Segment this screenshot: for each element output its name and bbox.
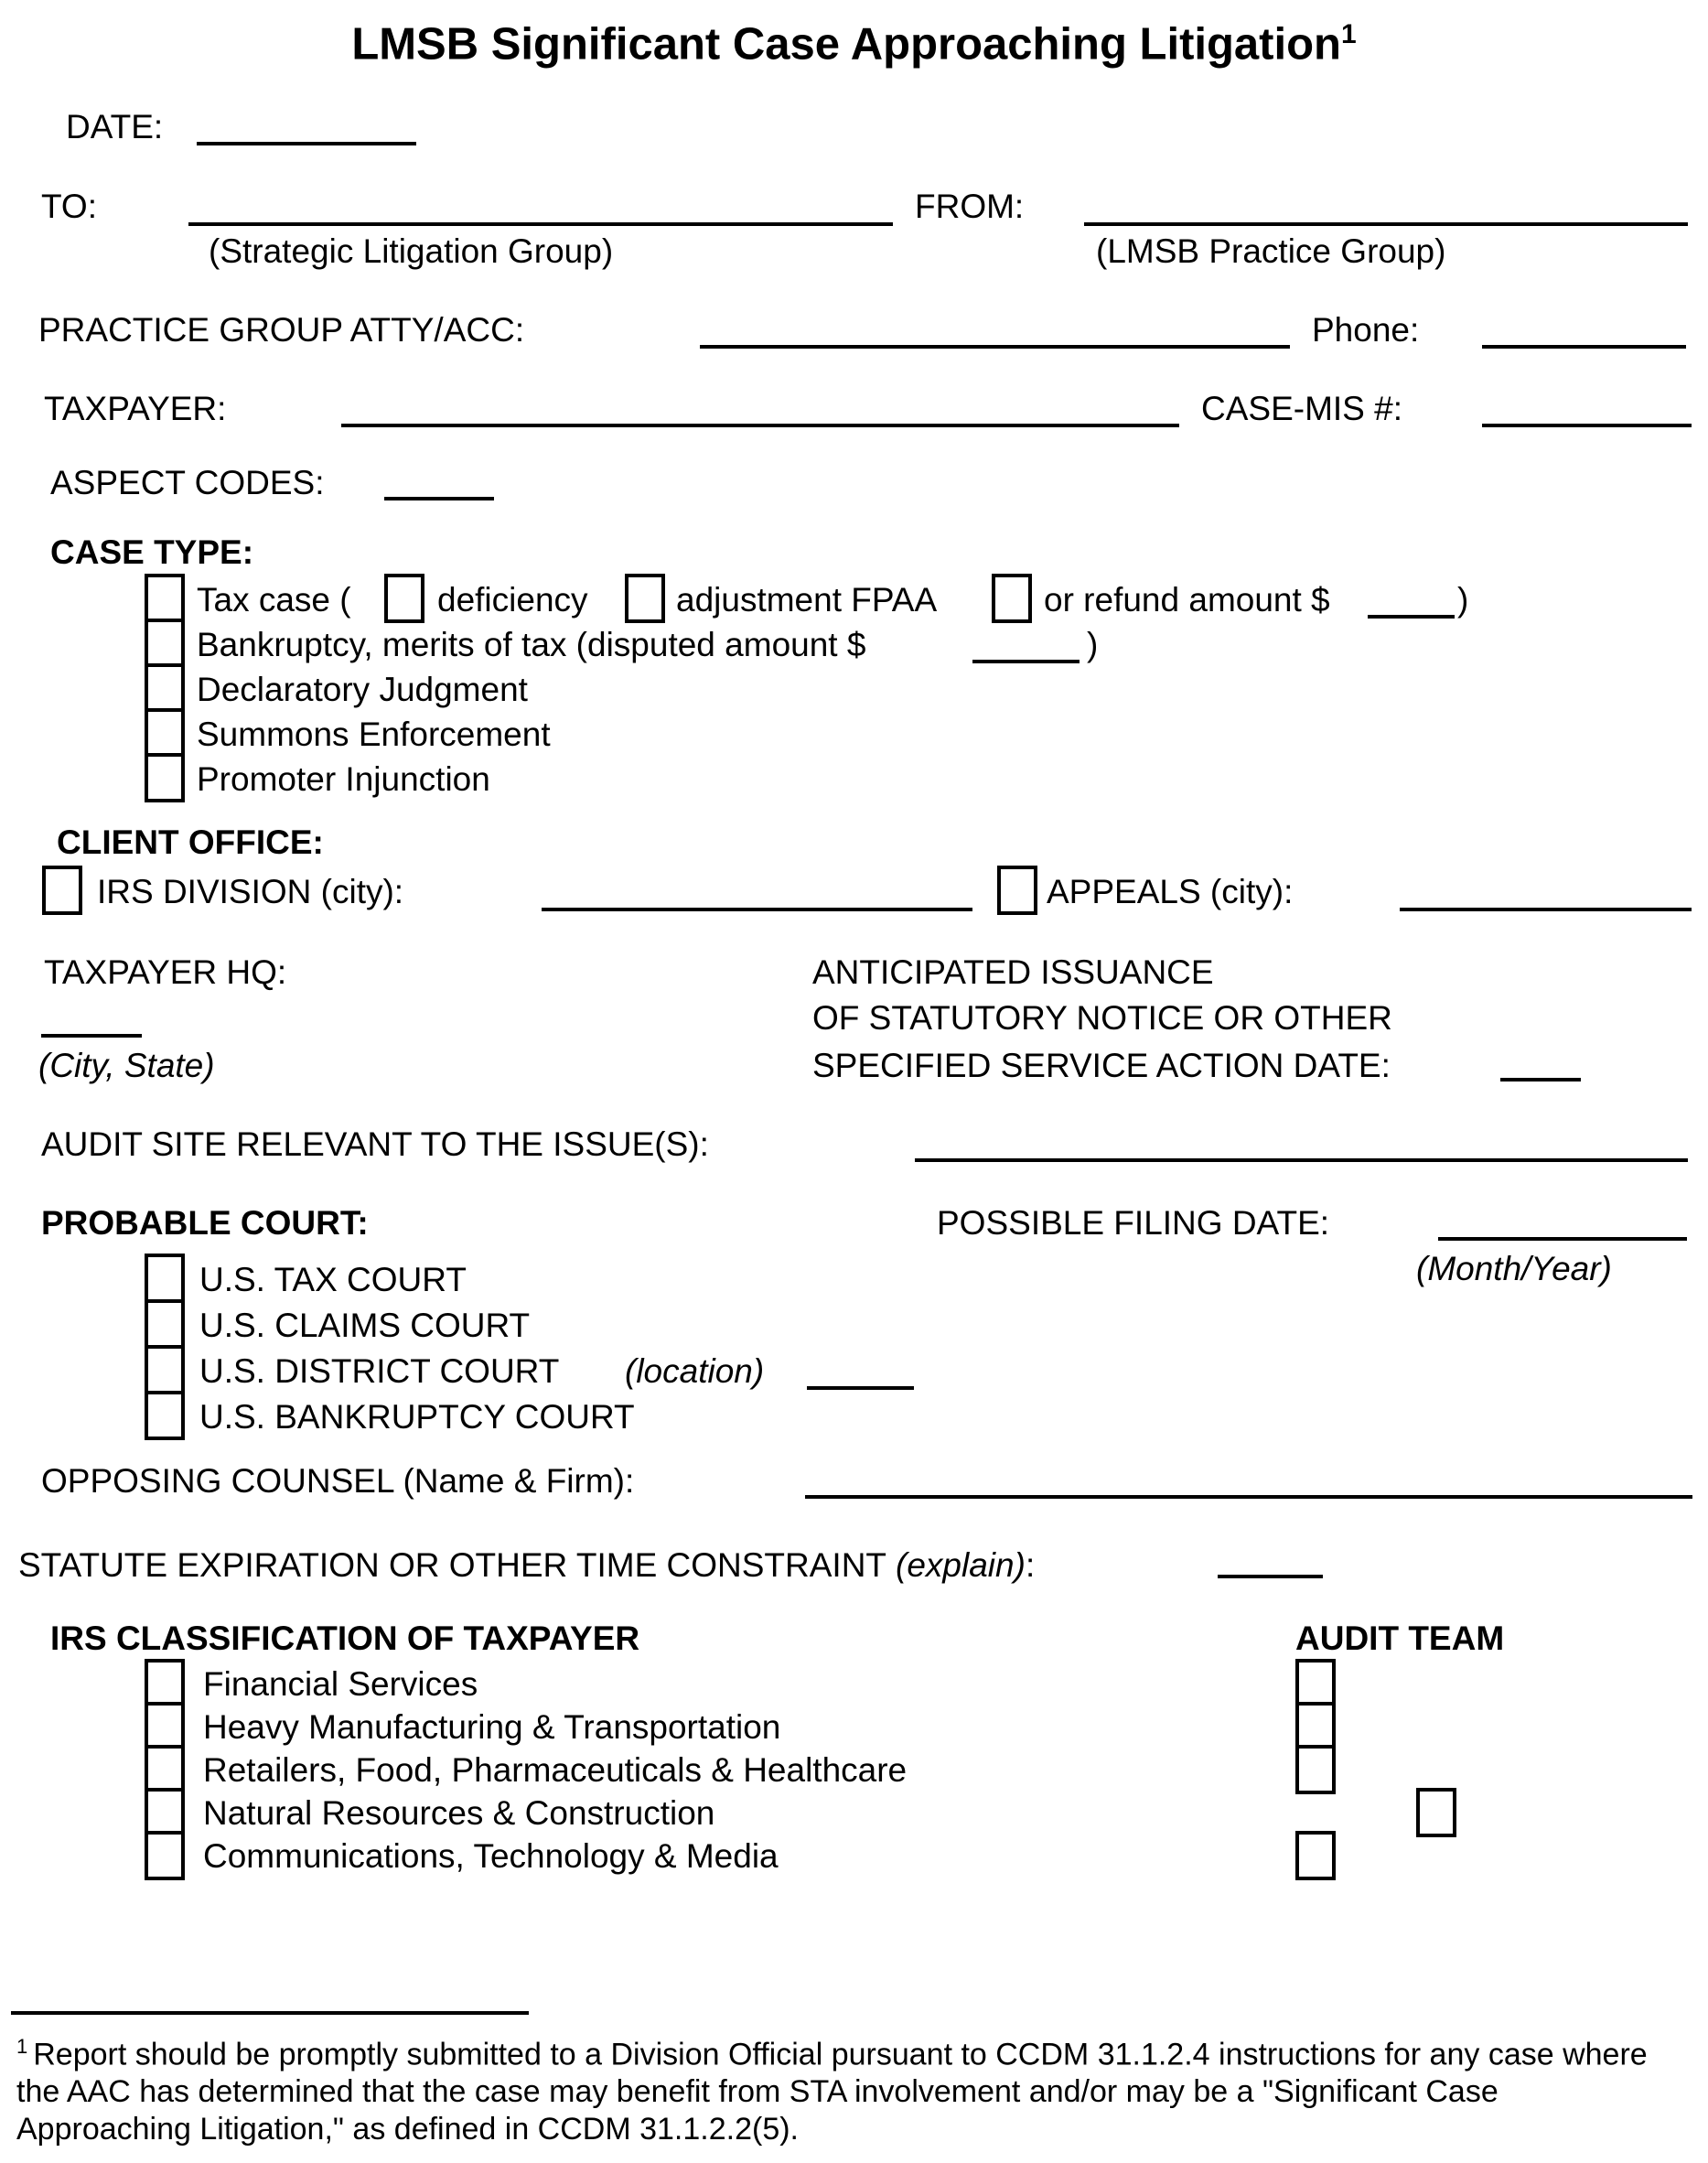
promoter-injunction-checkbox[interactable]: [145, 753, 185, 802]
statute-expiration-text: STATUTE EXPIRATION OR OTHER TIME CONSTRAINT: [18, 1546, 887, 1584]
us-tax-court-checkbox[interactable]: [145, 1254, 185, 1303]
retailers-food-pharma-label: Retailers, Food, Pharmaceuticals & Healthcare: [203, 1751, 908, 1789]
date-input-line[interactable]: [197, 142, 416, 145]
opposing-counsel-input-line[interactable]: [805, 1495, 1692, 1499]
client-office-heading: CLIENT OFFICE:: [57, 823, 324, 861]
audit-team-heavy-manufacturing-checkbox[interactable]: [1295, 1702, 1336, 1751]
declaratory-judgment-checkbox[interactable]: [145, 663, 185, 713]
possible-filing-date-input-line[interactable]: [1438, 1237, 1687, 1241]
appeals-city-input-line[interactable]: [1400, 908, 1692, 911]
irs-division-checkbox[interactable]: [42, 866, 82, 915]
us-bankruptcy-court-label: U.S. BANKRUPTCY COURT: [199, 1398, 635, 1436]
appeals-checkbox[interactable]: [997, 866, 1037, 915]
summons-enforcement-label: Summons Enforcement: [197, 716, 551, 753]
tax-case-label: Tax case (: [197, 581, 351, 619]
deficiency-checkbox[interactable]: [384, 574, 424, 623]
probable-court-heading: PROBABLE COURT:: [41, 1204, 369, 1242]
audit-site-label: AUDIT SITE RELEVANT TO THE ISSUE(S):: [41, 1125, 709, 1163]
disputed-amount-input-line[interactable]: [972, 660, 1080, 663]
irs-division-city-input-line[interactable]: [542, 908, 972, 911]
audit-site-input-line[interactable]: [915, 1158, 1688, 1162]
to-label: TO:: [41, 188, 97, 225]
declaratory-judgment-label: Declaratory Judgment: [197, 671, 528, 708]
aspect-codes-input-line[interactable]: [384, 497, 494, 500]
us-claims-court-label: U.S. CLAIMS COURT: [199, 1307, 531, 1344]
taxpayer-label: TAXPAYER:: [44, 390, 227, 427]
deficiency-label: deficiency: [437, 581, 588, 619]
irs-division-label: IRS DIVISION (city):: [97, 873, 404, 910]
us-claims-court-checkbox[interactable]: [145, 1299, 185, 1349]
anticipated-issuance-line2: OF STATUTORY NOTICE OR OTHER: [812, 999, 1392, 1037]
financial-services-label: Financial Services: [203, 1665, 478, 1703]
appeals-label: APPEALS (city):: [1047, 873, 1294, 910]
communications-tech-media-label: Communications, Technology & Media: [203, 1837, 779, 1875]
statute-explain-input-line[interactable]: [1218, 1575, 1323, 1578]
bankruptcy-label: Bankruptcy, merits of tax (disputed amount $: [197, 626, 866, 663]
refund-amount-label: or refund amount $: [1044, 581, 1330, 619]
communications-tech-media-checkbox[interactable]: [145, 1831, 185, 1880]
district-court-location-caption: (location): [625, 1352, 765, 1390]
taxpayer-hq-input-line[interactable]: [41, 1034, 142, 1038]
financial-services-checkbox[interactable]: [145, 1659, 185, 1708]
bankruptcy-checkbox[interactable]: [145, 619, 185, 668]
tax-case-close-paren: ): [1457, 581, 1469, 619]
from-label: FROM:: [915, 188, 1025, 225]
service-action-date-input-line[interactable]: [1500, 1078, 1581, 1082]
case-type-heading: CASE TYPE:: [50, 533, 254, 571]
us-tax-court-label: U.S. TAX COURT: [199, 1261, 467, 1298]
taxpayer-input-line[interactable]: [341, 424, 1179, 427]
case-mis-label: CASE-MIS #:: [1201, 390, 1402, 427]
statute-expiration-label: [18, 1544, 1035, 1587]
from-caption: (LMSB Practice Group): [1096, 232, 1446, 270]
title-footnote-ref: 1: [1340, 19, 1357, 49]
to-caption: (Strategic Litigation Group): [209, 232, 614, 270]
retailers-food-pharma-checkbox[interactable]: [145, 1745, 185, 1794]
natural-resources-checkbox[interactable]: [145, 1788, 185, 1837]
footnote-ref: 1: [16, 2035, 28, 2058]
audit-team-financial-services-checkbox[interactable]: [1295, 1659, 1336, 1708]
taxpayer-hq-label: TAXPAYER HQ:: [44, 953, 287, 991]
tax-case-checkbox[interactable]: [145, 574, 185, 623]
us-bankruptcy-court-checkbox[interactable]: [145, 1391, 185, 1440]
audit-team-retailers-food-pharma-checkbox[interactable]: [1295, 1745, 1336, 1794]
adjustment-fpaa-checkbox[interactable]: [625, 574, 665, 623]
aspect-codes-label: ASPECT CODES:: [50, 464, 325, 501]
practice-group-atty-label: PRACTICE GROUP ATTY/ACC:: [38, 311, 525, 349]
statute-colon: :: [1025, 1546, 1036, 1584]
refund-checkbox[interactable]: [992, 574, 1032, 623]
bankruptcy-close-paren: ): [1087, 626, 1099, 663]
us-district-court-checkbox[interactable]: [145, 1345, 185, 1394]
footnote: [16, 2028, 1659, 2148]
possible-filing-date-label: POSSIBLE FILING DATE:: [937, 1204, 1330, 1242]
anticipated-issuance-line1: ANTICIPATED ISSUANCE: [812, 953, 1214, 991]
footnote-divider: [11, 2011, 529, 2015]
audit-team-natural-resources-checkbox[interactable]: [1416, 1788, 1456, 1837]
audit-team-communications-tech-media-checkbox[interactable]: [1295, 1831, 1336, 1880]
case-mis-input-line[interactable]: [1482, 424, 1692, 427]
irs-classification-heading: IRS CLASSIFICATION OF TAXPAYER: [50, 1620, 640, 1657]
refund-amount-input-line[interactable]: [1368, 615, 1455, 619]
phone-input-line[interactable]: [1482, 345, 1686, 349]
form-title-text: LMSB Significant Case Approaching Litigation: [351, 19, 1341, 70]
to-input-line[interactable]: [188, 222, 893, 226]
adjustment-fpaa-label: adjustment FPAA: [676, 581, 938, 619]
month-year-caption: (Month/Year): [1416, 1250, 1612, 1287]
phone-label: Phone:: [1312, 311, 1420, 349]
footnote-text: Report should be promptly submitted to a Division Official pursuant to CCDM 31.1.2.4 instructions for any case where the AAC has determined that the case may benefit from STA involvement and/or may be a "Significant Case Approaching Litigation," as defined in CCDM 31.1.2.2(5).: [16, 2037, 1648, 2147]
date-label: DATE:: [66, 108, 164, 145]
from-input-line[interactable]: [1084, 222, 1688, 226]
statute-explain-caption: (explain): [896, 1546, 1026, 1584]
taxpayer-hq-city-state-caption: (City, State): [38, 1047, 215, 1084]
heavy-manufacturing-label: Heavy Manufacturing & Transportation: [203, 1708, 781, 1746]
promoter-injunction-label: Promoter Injunction: [197, 760, 490, 798]
audit-team-heading: AUDIT TEAM: [1295, 1620, 1505, 1657]
opposing-counsel-label: OPPOSING COUNSEL (Name & Firm):: [41, 1462, 635, 1500]
form-title: [0, 7, 1708, 71]
us-district-court-label: U.S. DISTRICT COURT: [199, 1352, 560, 1390]
practice-group-atty-input-line[interactable]: [700, 345, 1290, 349]
anticipated-issuance-line3: SPECIFIED SERVICE ACTION DATE:: [812, 1047, 1391, 1084]
district-court-location-input-line[interactable]: [807, 1386, 914, 1390]
heavy-manufacturing-checkbox[interactable]: [145, 1702, 185, 1751]
summons-enforcement-checkbox[interactable]: [145, 708, 185, 758]
natural-resources-label: Natural Resources & Construction: [203, 1794, 715, 1832]
